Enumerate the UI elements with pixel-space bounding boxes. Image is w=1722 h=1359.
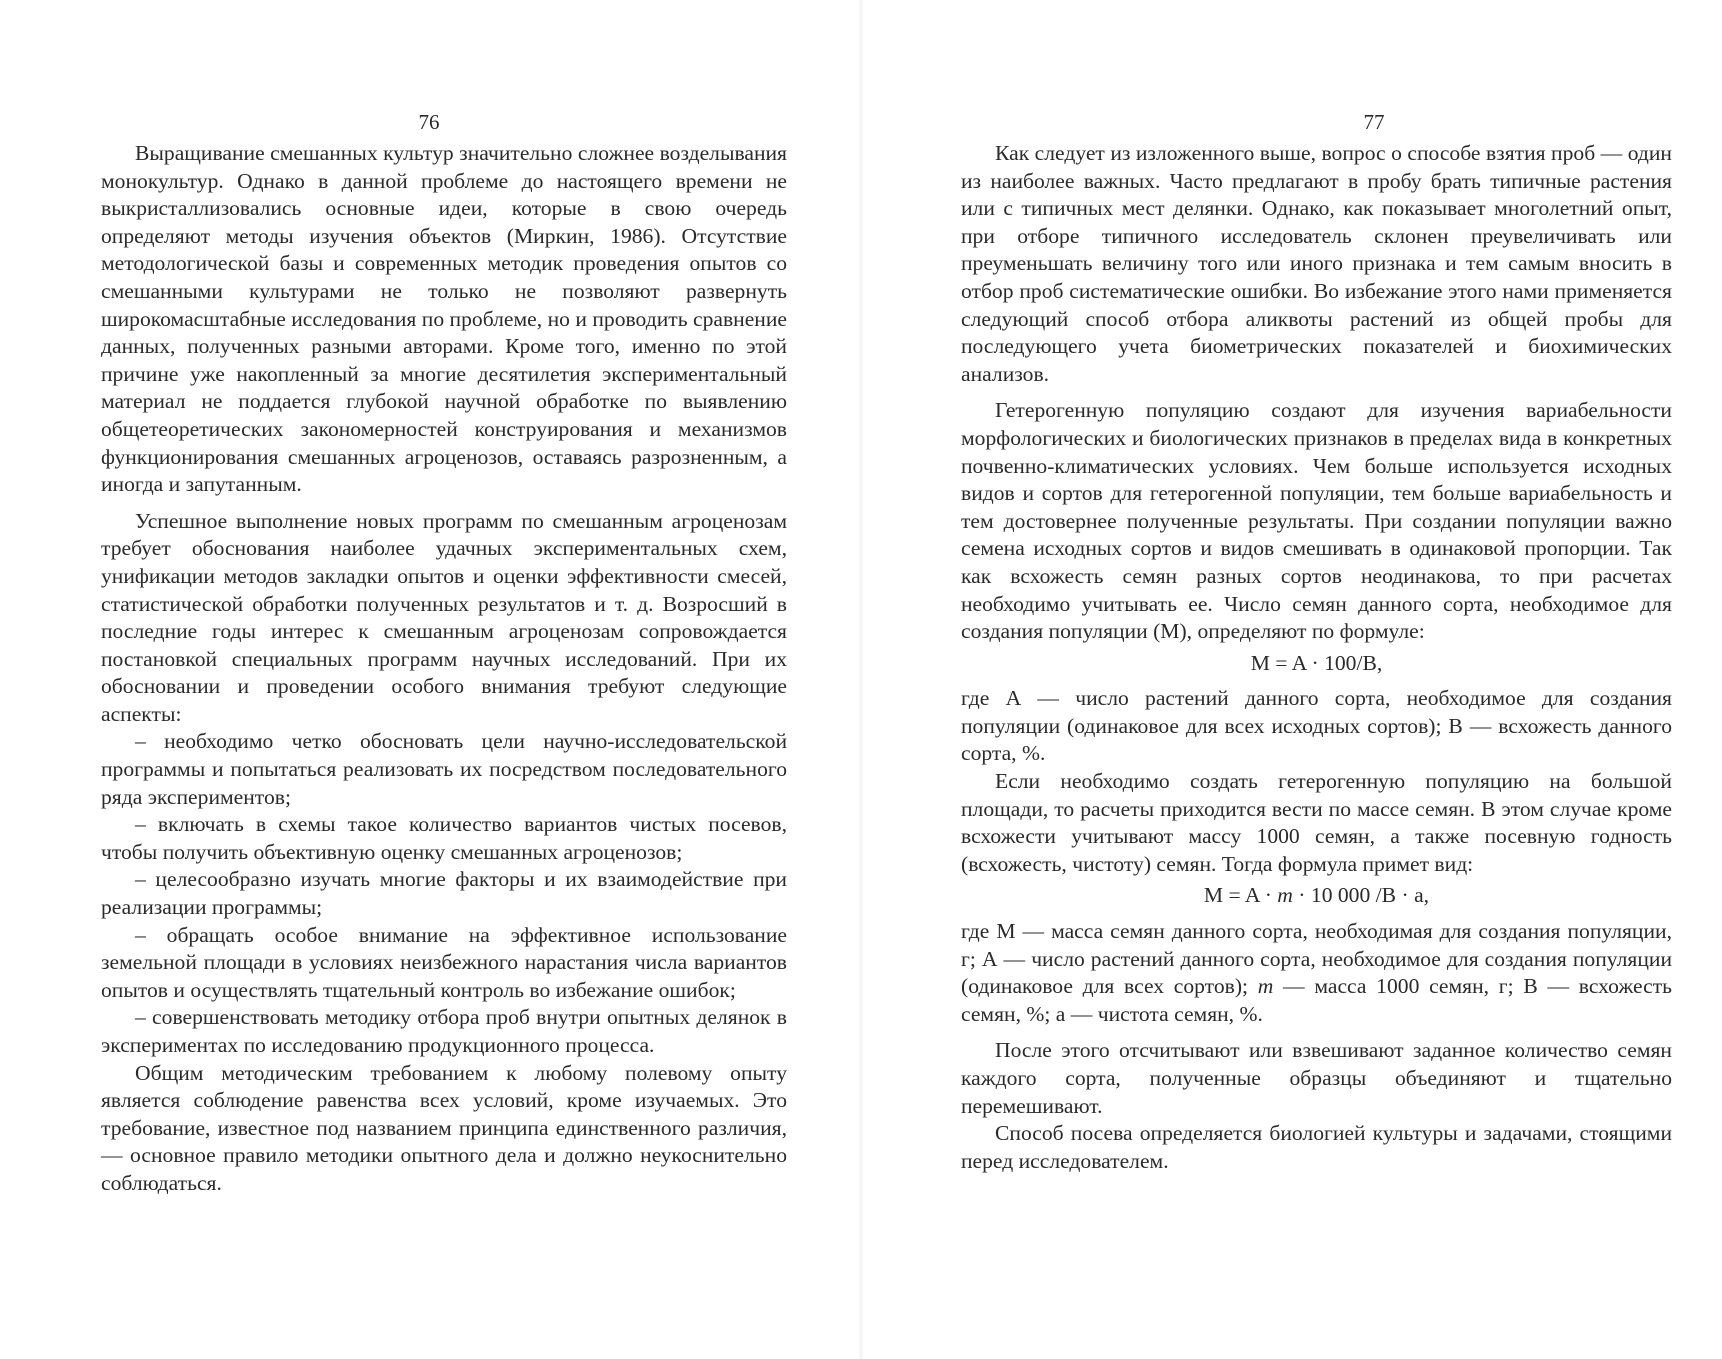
paragraph: Способ посева определяется биологией культуры и задачами, стоящими перед исследователем. [961,1121,1672,1173]
formula-legend: где А — число растений данного сорта, необходимое для создания популяции (одинаковое для всех исходных сортов); В — всхожесть данного сорта, %. [961,686,1672,766]
legend-part: — масса 1000 семян, г; В — всхожесть семян, %; а — чистота семян, %. [961,974,1672,1026]
paragraph: Гетерогенную популяцию создают для изучения вариабельности морфологических и биологических признаков в пределах вида в конкретных почвенно-климатических условиях. Чем больше используется исходных видов и сортов для гетерогенной популяции, тем больше вариабельность и тем достовернее полученные результаты. При создании популяции важно семена исходных сортов и видов смешивать в одинаковой пропорции. Так как всхожесть семян разных сортов неодинакова, то при расчетах необходимо учитывать ее. Число семян данного сорта, необходимое для создания популяции (М), определяют по формуле: [961,398,1672,644]
list-item: – включать в схемы такое количество вариантов чистых посевов, чтобы получить объективную оценку смешанных агроценозов; [101,812,787,864]
list-item: – необходимо четко обосновать цели научно-исследовательской программы и попытаться реализовать их посредством последовательного ряда экспериментов; [101,729,787,809]
list-item: – целесообразно изучать многие факторы и их взаимодействие при реализации программы; [101,867,787,920]
legend-variable: m [1257,974,1274,999]
page-number-right: 77 [1363,110,1385,134]
paragraph: Успешное выполнение новых программ по смешанным агроценозам требует обоснования наиболее удачных экспериментальных схем, унификации методов закладки опытов и оценки эффективности смесей, статистической обработки полученных результатов и т. д. Возросший в последние годы интерес к смешанным агроценозам сопровождается постановкой специальных программ научных исследований. При их обосновании и проведении особого внимания требуют следующие аспекты: [101,508,787,726]
list-item: – совершенствовать методику отбора проб внутри опытных делянок в экспериментах по исследованию продукционного процесса. [101,1005,787,1057]
formula-part: · 10 000 /B · a, [1292,883,1430,908]
legend-part: где М — масса семян данного сорта, необходимая для создания популяции, г; А — число растений данного сорта, необходимое для создания популяции (одинаковое для всех сортов); [961,919,1672,999]
formula: M = A · 100/B, [1250,650,1383,675]
formula-variable: m [1277,883,1293,908]
right-page-text [961,140,1672,1175]
formula-legend [961,918,1672,1028]
page-number-left: 76 [418,110,440,134]
left-page-text [101,140,787,1198]
right-page [861,0,1722,1359]
paragraph: Как следует из изложенного выше, вопрос о способе взятия проб — один из наиболее важных. Часто предлагают в пробу брать типичные растения или с типичных мест делянки. Однако, как показывает многолетний опыт, при отборе типичного исследователь склонен преувеличивать или преуменьшать величину того или иного признака и тем самым вносить в отбор проб систематические ошибки. Во избежание этого нами применяется следующий способ отбора аликвоты растений из общей пробы для последующего учета биометрических показателей и биохимических анализов. [961,141,1672,386]
formula [961,882,1672,910]
paragraph: После этого отсчитывают или взвешивают заданное количество семян каждого сорта, полученные образцы объединяют и тщательно перемешивают. [961,1038,1672,1118]
list-item: – обращать особое внимание на эффективное использование земельной площади в условиях неизбежного нарастания числа вариантов опытов и осуществлять тщательный контроль во избежание ошибок; [101,922,787,1002]
paragraph: Выращивание смешанных культур значительно сложнее возделывания монокультур. Однако в данной проблеме до настоящего времени не выкристаллизовались основные идеи, которые в свою очередь определяют методы изучения объектов (Миркин, 1986). Отсутствие методологической базы и современных методик проведения опытов со смешанными культурами не только не позволяют развернуть широкомасштабные исследования по проблеме, но и проводить сравнение данных, полученных разными авторами. Кроме того, именно по этой причине уже накопленный за многие десятилетия экспериментальный материал не поддается глубокой научной обработке по выявлению общетеоретических закономерностей конструирования и механизмов функционирования смешанных агроценозов, оставаясь разрозненным, а иногда и запутанным. [101,141,787,497]
paragraph: Общим методическим требованием к любому полевому опыту является соблюдение равенства всех условий, кроме изучаемых. Это требование, известное под названием принципа единственного различия, — основное правило методики опытного дела и должно неукоснительно соблюдаться. [101,1060,787,1195]
formula-part: M = A · [1203,883,1278,908]
paragraph: Если необходимо создать гетерогенную популяцию на большой площади, то расчеты приходится вести по массе семян. В этом случае кроме всхожести учитывают массу 1000 семян, а также посевную годность (всхожесть, чистоту) семян. Тогда формула примет вид: [961,769,1672,876]
